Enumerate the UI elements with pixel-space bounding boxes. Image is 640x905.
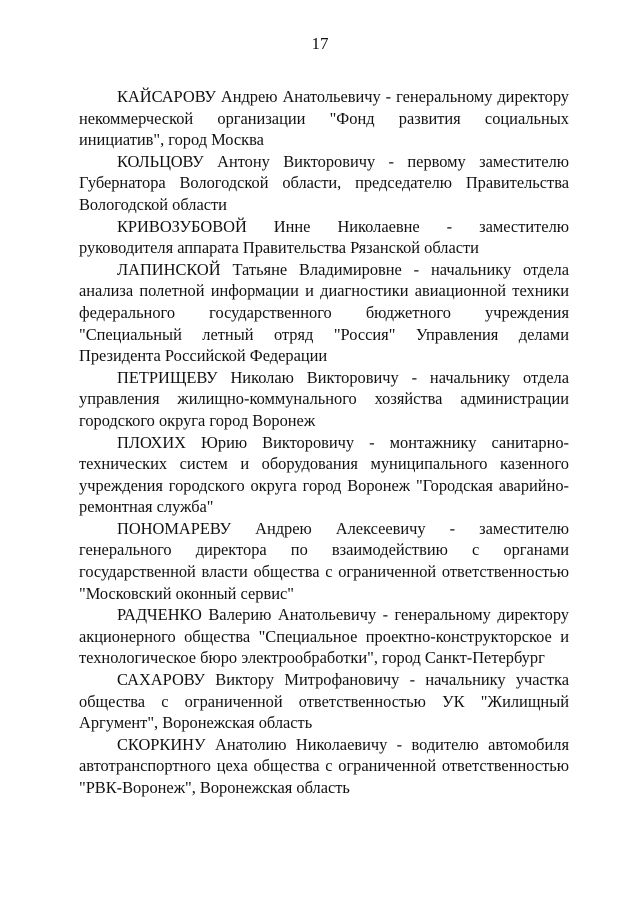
list-item: ПЛОХИХ Юрию Викторовичу - монтажнику санитарно-технических систем и оборудования муниципального казенного учреждения городского округа город Воронеж "Городская аварийно-ремонтная служба" <box>79 432 569 517</box>
award-list <box>79 86 569 799</box>
list-item: ПЕТРИЩЕВУ Николаю Викторовичу - начальнику отдела управления жилищно-коммунального хозяйства администрации городского округа город Воронеж <box>79 367 569 430</box>
list-item: ЛАПИНСКОЙ Татьяне Владимировне - начальнику отдела анализа полетной информации и диагностики авиационной техники федерального государственного бюджетного учреждения "Специальный летный отряд "Россия" Управления делами Президента Российской Федерации <box>79 259 569 366</box>
list-item: САХАРОВУ Виктору Митрофановичу - начальнику участка общества с ограниченной ответственностью УК "Жилищный Аргумент", Воронежская область <box>79 670 569 733</box>
list-item: КРИВОЗУБОВОЙ Инне Николаевне - заместителю руководителя аппарата Правительства Рязанской области <box>79 216 569 258</box>
list-item: РАДЧЕНКО Валерию Анатольевичу - генеральному директору акционерного общества "Специальное проектно-конструкторское и технологическое бюро электрообработки", город Санкт-Петербург <box>79 605 569 668</box>
page-number: 17 <box>311 34 329 53</box>
list-item: СКОРКИНУ Анатолию Николаевичу - водителю автомобиля автотранспортного цеха общества с ограниченной ответственностью "РВК-Воронеж", Воронежская область <box>79 734 569 797</box>
list-item: КАЙСАРОВУ Андрею Анатольевичу - генеральному директору некоммерческой организации "Фонд развития социальных инициатив", город Москва <box>79 87 569 150</box>
list-item: ПОНОМАРЕВУ Андрею Алексеевичу - заместителю генерального директора по взаимодействию с органами государственной власти общества с ограниченной ответственностью "Московский оконный сервис" <box>79 518 569 603</box>
list-item: КОЛЬЦОВУ Антону Викторовичу - первому заместителю Губернатора Вологодской области, председателю Правительства Вологодской области <box>79 151 569 214</box>
